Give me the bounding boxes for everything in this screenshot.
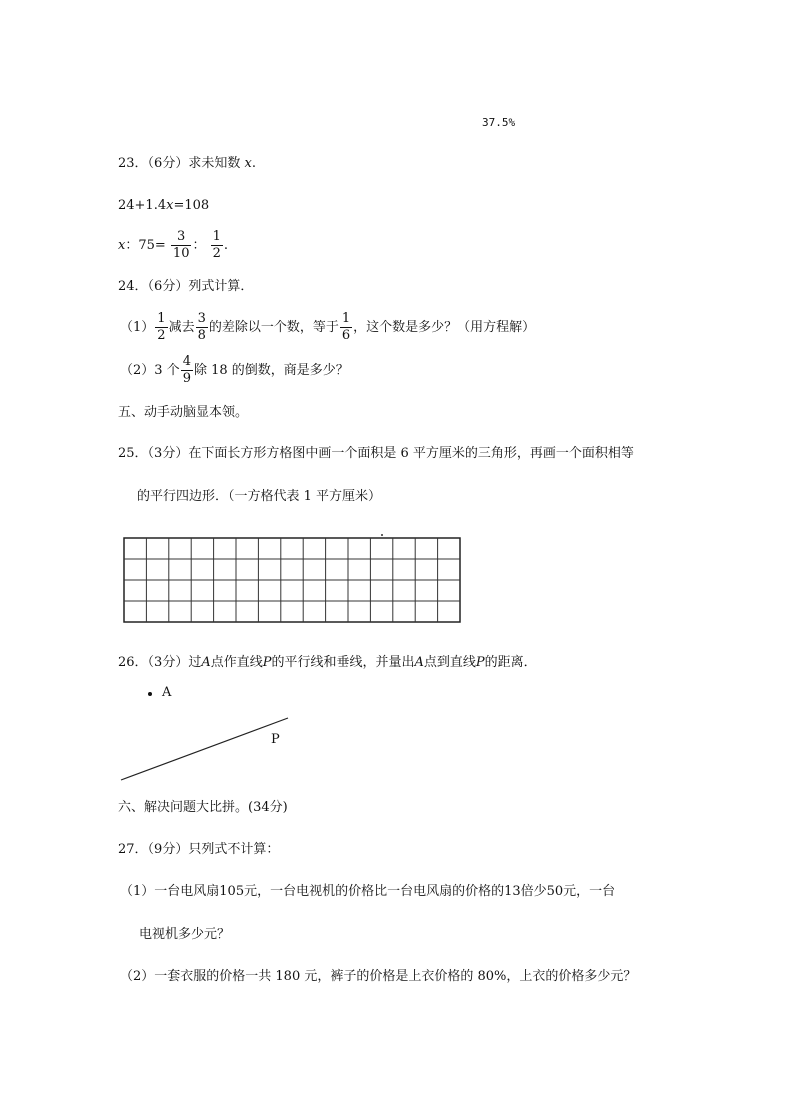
q23-eq1-a: 24+1.4: [118, 198, 167, 213]
q24-p1-t1: 减去: [168, 320, 195, 335]
q24-p2-t: 除 18 的倒数，商是多少？: [193, 363, 349, 378]
q24-title: 24．（6分）列式计算．: [118, 279, 254, 294]
q24-p1-f1-num: 1: [157, 311, 166, 326]
q24-p1-t3: ，这个数是多少？（用方程解）: [353, 320, 536, 335]
q27-part-1-line-1: （1）一台电风扇105元，一台电视机的价格比一台电风扇的价格的13倍少50元，一台: [120, 884, 616, 899]
q25-line-2: 的平行四边形．（一方格代表 1 平方厘米）: [137, 489, 382, 504]
q24-p1-f2-num: 3: [197, 311, 206, 326]
q26-title: [118, 654, 537, 672]
q23-equation-1: [118, 197, 209, 215]
q26-title-a: 26．（3分）过: [118, 655, 202, 670]
q23-f1-num: 3: [171, 229, 192, 246]
q23-dot: .: [251, 156, 256, 171]
line-P-label: P: [271, 732, 280, 747]
grid-dot: [380, 533, 384, 537]
answer-percent: 37.5%: [482, 116, 516, 129]
q24-p1-fraction-1: [155, 311, 167, 344]
q26-P-2: P: [475, 655, 485, 670]
point-A-label: A: [162, 685, 172, 700]
q24-p2-f-num: 4: [182, 354, 191, 369]
q24-p1-fraction-2: [196, 311, 208, 344]
q24-p1-f3-num: 1: [341, 311, 351, 326]
q23-f1-den: 10: [172, 246, 190, 261]
q23-equation-2: [118, 229, 228, 262]
q23-title: [118, 155, 256, 173]
q27-title: 27．（9分）只列式不计算：: [118, 842, 280, 857]
q23-eq2-mid: ：75=: [125, 238, 166, 253]
point-A-dot: [147, 691, 153, 697]
q24-part-1: [120, 311, 535, 344]
q23-title-text: 23．（6分）求未知数: [118, 156, 241, 171]
q26-title-c: 的平行线和垂线，并量出: [271, 655, 415, 670]
q23-fraction-2: [211, 229, 223, 262]
q24-p2-fraction: [181, 354, 193, 387]
q23-eq1-b: =108: [173, 198, 210, 213]
q24-p1-fraction-3: [340, 311, 352, 344]
q24-p2-prefix: （2）3 个: [120, 363, 180, 378]
q26-A-2: A: [414, 655, 424, 670]
q26-title-b: 点作直线: [210, 655, 263, 670]
q23-f2-den: 2: [212, 246, 221, 261]
q23-fraction-1: [171, 229, 192, 262]
q23-eq2-end: .: [223, 238, 229, 253]
q26-A-1: A: [201, 655, 211, 670]
q23-f2-num: 1: [212, 229, 221, 244]
q24-p1-prefix: （1）: [120, 320, 155, 335]
q26-title-d: 点到直线: [423, 655, 476, 670]
q27-part-1-line-2: 电视机多少元？: [139, 927, 231, 942]
q24-p1-t2: 的差除以一个数，等于: [208, 320, 339, 335]
q24-part-2: [120, 354, 349, 387]
q23-eq1-var: x: [166, 198, 174, 213]
q25-line-1: 25．（3分）在下面长方形方格图中画一个面积是 6 平方厘米的三角形，再画一个面积相等: [118, 446, 634, 461]
grid-rectangle: [123, 537, 461, 623]
q26-title-e: 的距离．: [484, 655, 537, 670]
section-6-heading: 六、解决问题大比拼。(34分): [118, 800, 288, 815]
q27-part-2: （2）一套衣服的价格一共 180 元，裤子的价格是上衣价格的 80%，上衣的价格多少元？: [120, 969, 637, 984]
q23-var: x: [244, 156, 252, 171]
q23-eq2-colon: ：: [192, 238, 206, 253]
q24-p1-f3-den: 6: [341, 328, 351, 343]
q24-p2-f-den: 9: [182, 371, 191, 386]
q26-P-1: P: [262, 655, 272, 670]
line-P: [120, 716, 290, 782]
section-5-heading: 五、动手动脑显本领。: [118, 405, 249, 420]
q24-p1-f2-den: 8: [197, 328, 206, 343]
q24-p1-f1-den: 2: [157, 328, 166, 343]
q23-eq2-var: x: [118, 238, 126, 253]
